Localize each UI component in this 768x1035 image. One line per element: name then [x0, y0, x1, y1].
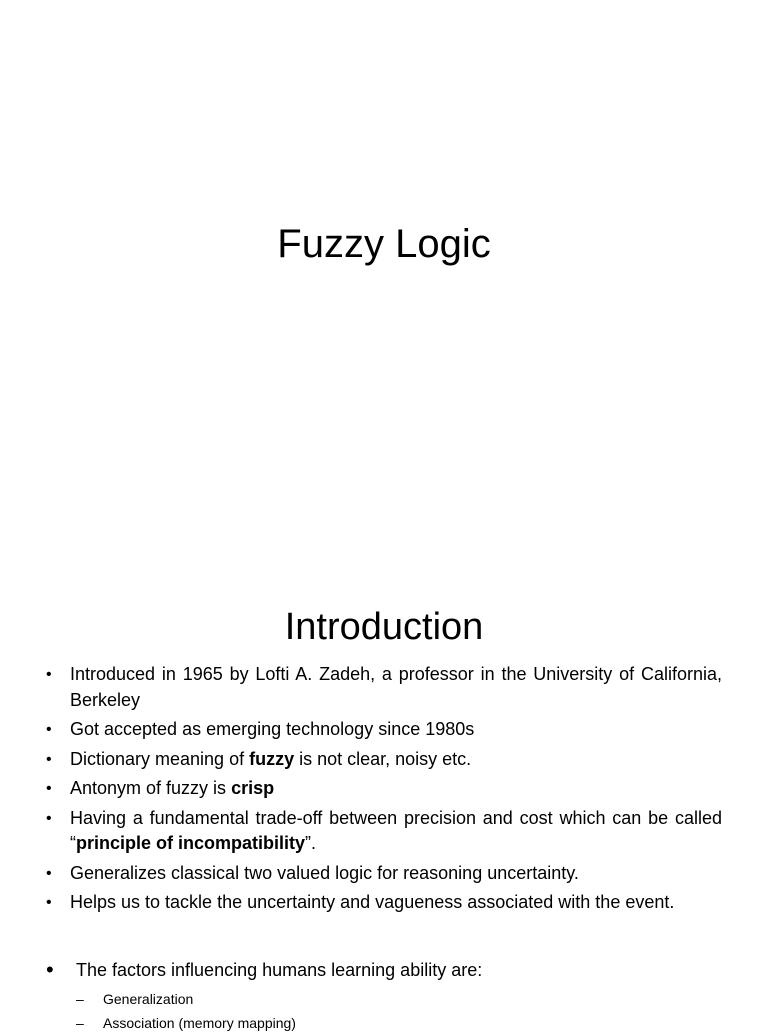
bullet-item — [46, 806, 722, 857]
bullet-item — [46, 861, 722, 887]
dash-icon: – — [76, 991, 84, 1007]
factor-text: Association (memory mapping) — [103, 1015, 296, 1031]
bullet-icon: • — [46, 894, 52, 911]
dash-icon: – — [76, 1015, 84, 1031]
bullet-text: Generalizes classical two valued logic for reasoning uncertainty. — [70, 862, 579, 883]
presentation-title: Fuzzy Logic — [277, 222, 491, 266]
bullet-icon: • — [46, 809, 52, 827]
bullet-text-pre: Dictionary meaning of — [70, 748, 250, 769]
slide-introduction — [0, 576, 768, 1031]
factor-item — [46, 1011, 722, 1035]
factors-list — [46, 987, 722, 1035]
factor-text: Generalization — [103, 991, 194, 1007]
factors-block — [46, 957, 722, 1035]
bullet-text-bold: crisp — [231, 778, 275, 798]
bullet-text-pre: Having a fundamental trade-off between precision and cost which can be called “ — [70, 807, 722, 853]
bullet-list — [46, 662, 722, 920]
bullet-icon: • — [46, 780, 52, 797]
bullet-text-bold: fuzzy — [249, 748, 295, 769]
factors-heading — [46, 957, 722, 983]
bullet-text: Helps us to tackle the uncertainty and vagueness associated with the event. — [70, 892, 675, 912]
bullet-text-pre: Antonym of fuzzy is — [70, 778, 232, 798]
factors-heading-text: The factors influencing humans learning ability are: — [76, 960, 483, 980]
bullet-text: Introduced in 1965 by Lofti A. Zadeh, a professor in the University of California, Berkeley — [70, 664, 722, 710]
bullet-icon: • — [46, 864, 52, 882]
bullet-item — [46, 717, 722, 743]
bullet-icon: • — [46, 750, 52, 768]
slide-heading: Introduction — [284, 606, 484, 648]
bullet-item — [46, 890, 722, 916]
bullet-item — [46, 662, 722, 713]
bullet-text-post: is not clear, noisy etc. — [294, 748, 472, 769]
bullet-text-post: ”. — [305, 833, 317, 853]
bullet-icon: • — [46, 666, 52, 683]
factor-item — [46, 987, 722, 1011]
bullet-item — [46, 747, 722, 773]
bullet-text-bold: principle of incompatibility — [76, 833, 306, 853]
bullet-icon: • — [46, 957, 54, 982]
bullet-icon: • — [46, 721, 52, 738]
bullet-item — [46, 776, 722, 802]
bullet-text: Got accepted as emerging technology since 1980s — [70, 719, 475, 739]
